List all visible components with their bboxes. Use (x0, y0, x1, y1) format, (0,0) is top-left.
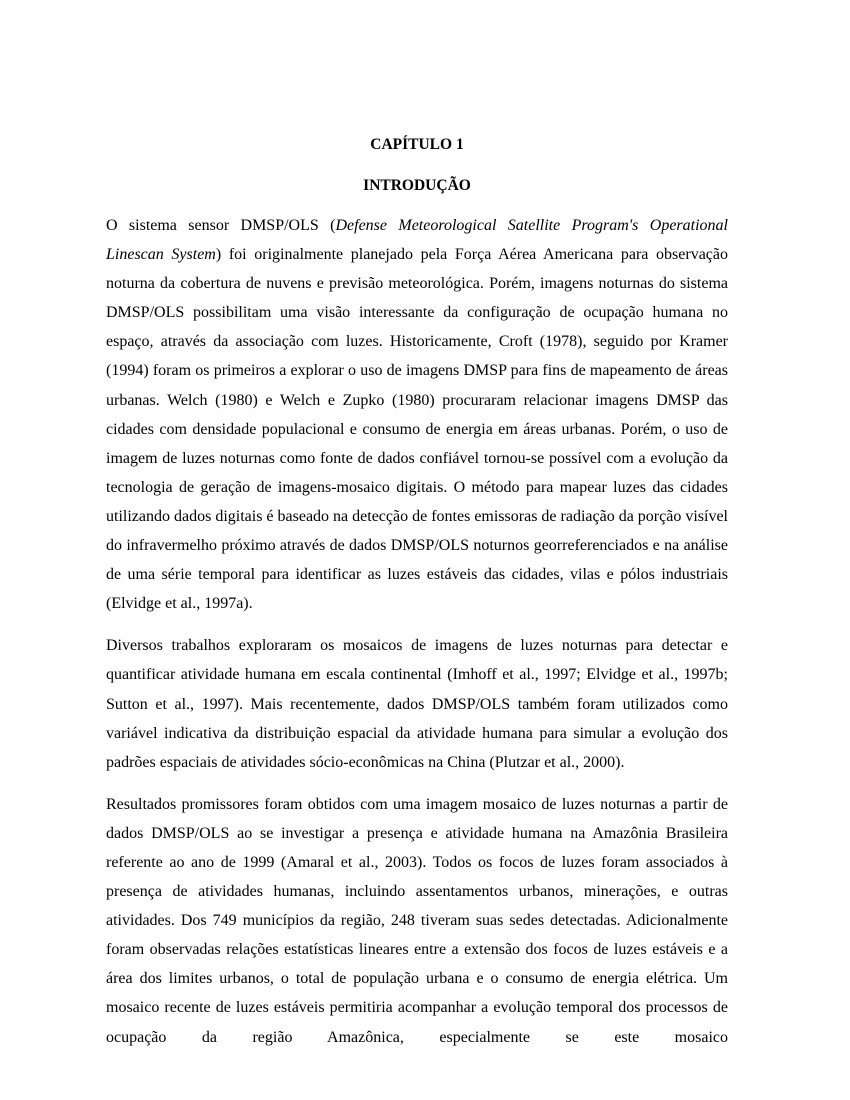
paragraph-2 (106, 631, 728, 776)
paragraph-1-text: ) foi originalmente planejado pela Força Aérea Americana para observação noturna da cobertura de nuvens e previsão meteorológica. Porém, imagens noturnas do sistema DMSP/OLS possibilitam uma visão interessante da configuração de ocupação humana no espaço, através da associação com luzes. Historicamente, Croft (1978), seguido por Kramer (1994) foram os primeiros a explorar o uso de imagens DMSP para fins de mapeamento de áreas urbanas. Welch (1980) e Welch e Zupko (1980) procuraram relacionar imagens DMSP das cidades com densidade populacional e consumo de energia em áreas urbanas. Porém, o uso de imagem de luzes noturnas como fonte de dados confiável tornou-se possível com a evolução da tecnologia de geração de imagens-mosaico digitais. O método para mapear luzes das cidades utilizando dados digitais é baseado na detecção de fontes emissoras de radiação da porção visível do infravermelho próximo através de dados DMSP/OLS noturnos georreferenciados e na análise de uma série temporal para identificar as luzes estáveis das cidades, vilas e pólos industriais (Elvidge et al., 1997a). (106, 246, 729, 613)
paragraph-1-italic-term: Defense Meteorological Satellite Program's Operational Linescan System (106, 217, 728, 264)
paragraph-3 (106, 790, 728, 1052)
body-text (106, 211, 728, 1052)
paragraph-1-lead: O sistema sensor DMSP/OLS ( (106, 217, 336, 234)
chapter-title: INTRODUÇÃO (363, 177, 471, 194)
paragraph-2-text: Diversos trabalhos exploraram os mosaicos de imagens de luzes noturnas para detectar e quantificar atividade humana em escala continental (Imhoff et al., 1997; Elvidge et al., 1997b; Sutton et al., 1997). Mais recentemente, dados DMSP/OLS também foram utilizados como variável indicativa da distribuição espacial da atividade humana para simular a evolução dos padrões espaciais de atividades sócio-econômicas na China (Plutzar et al., 2000). (106, 637, 728, 771)
paragraph-1 (106, 211, 728, 618)
paragraph-3-text: Resultados promissores foram obtidos com uma imagem mosaico de luzes noturnas a partir de dados DMSP/OLS ao se investigar a presença e atividade humana na Amazônia Brasileira referente ao ano de 1999 (Amaral et al., 2003). Todos os focos de luzes foram associados à presença de atividades humanas, incluindo assentamentos urbanos, minerações, e outras atividades. Dos 749 municípios da região, 248 tiveram suas sedes detectadas. Adicionalmente foram observadas relações estatísticas lineares entre a extensão dos focos de luzes estáveis e a área dos limites urbanos, o total de população urbana e o consumo de energia elétrica. Um mosaico recente de luzes estáveis permitiria acompanhar a evolução temporal dos processos de ocupação da região Amazônica, especialmente se este mosaico (106, 795, 728, 1046)
chapter-label: CAPÍTULO 1 (370, 136, 464, 153)
